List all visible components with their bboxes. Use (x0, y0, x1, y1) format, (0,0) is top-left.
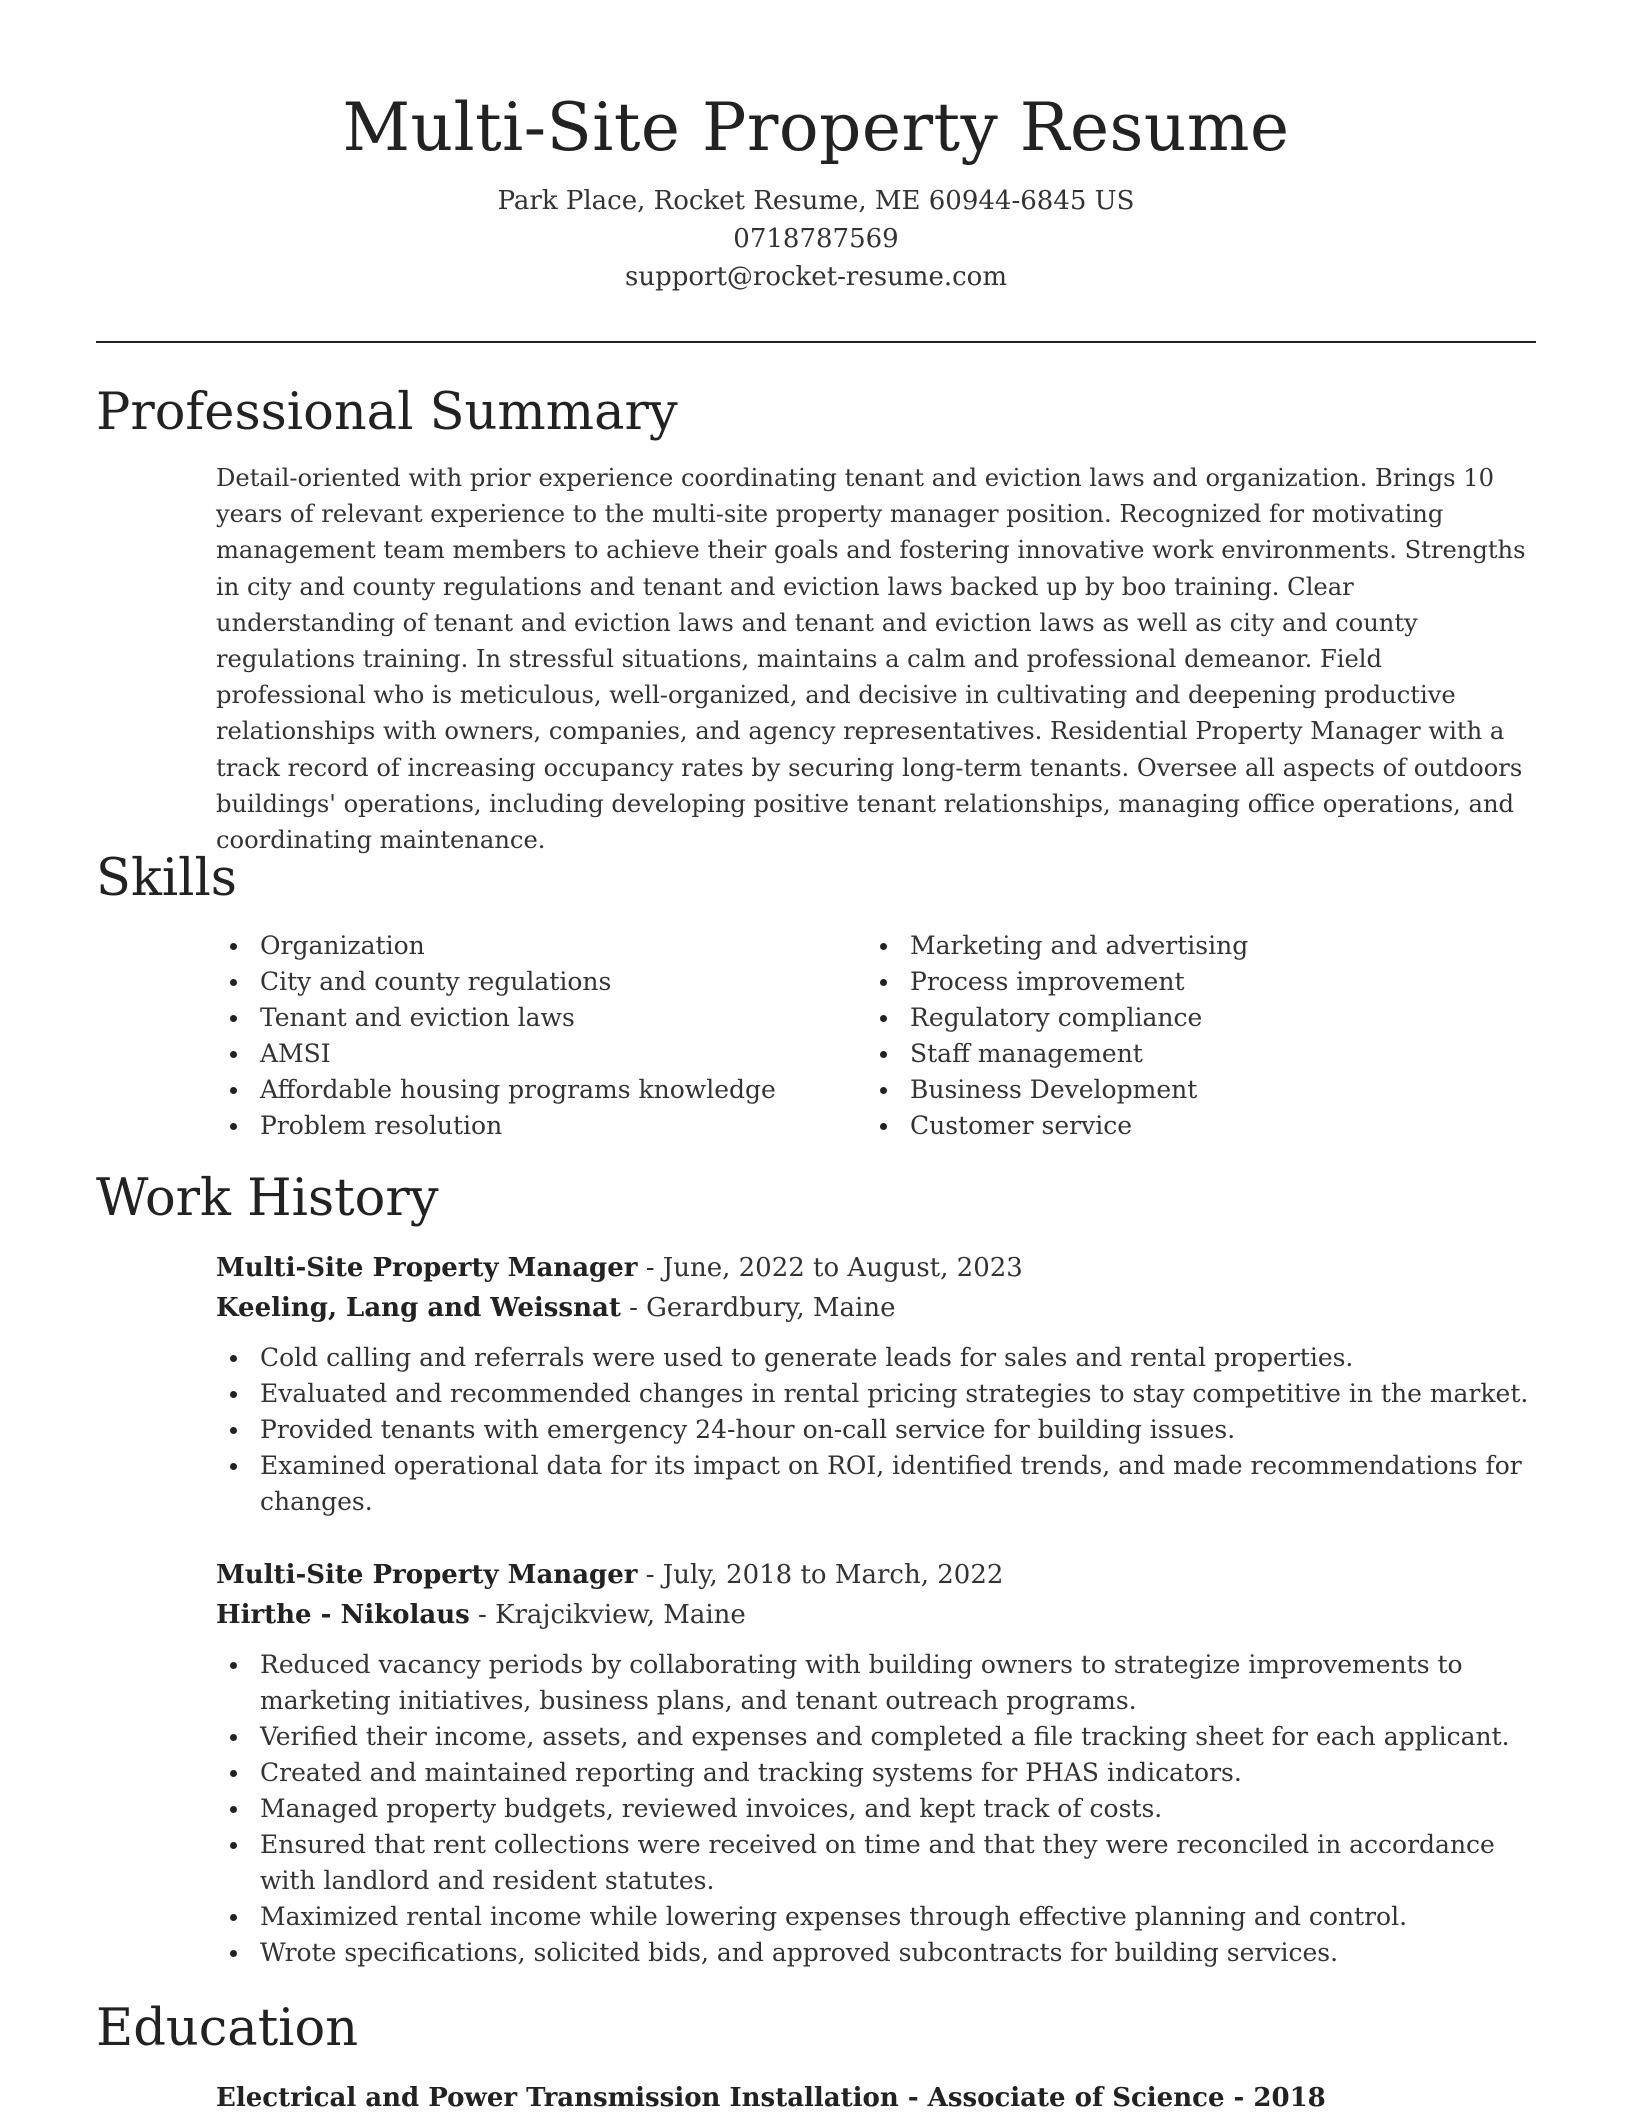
job-location: - Gerardbury, Maine (620, 1293, 896, 1323)
skill-item: Customer service (866, 1108, 1248, 1144)
job-bullet: Reduced vacancy periods by collaborating with building owners to strategize improvements to marketing initiatives, business plans, and tenant outreach programs. (216, 1647, 1536, 1719)
skill-item: Business Development (866, 1072, 1248, 1108)
job-bullet: Managed property budgets, reviewed invoices, and kept track of costs. (216, 1791, 1536, 1827)
contact-email: support@rocket-resume.com (624, 262, 1007, 292)
job-bullet: Provided tenants with emergency 24-hour on-call service for building issues. (216, 1412, 1536, 1448)
job-title-line (216, 1555, 1536, 1595)
job-dates: - June, 2022 to August, 2023 (637, 1253, 1023, 1283)
job-title: Multi-Site Property Manager (216, 1560, 638, 1590)
skill-item: Tenant and eviction laws (216, 1000, 776, 1036)
skill-item: Organization (216, 928, 776, 964)
section-title-skills: Skills (96, 849, 237, 908)
contact-address: Park Place, Rocket Resume, ME 60944-6845 US (497, 186, 1135, 216)
work-entry (216, 1555, 1536, 1971)
job-bullets (216, 1647, 1536, 1971)
header-divider (96, 341, 1536, 343)
skills-column-left (216, 928, 776, 1144)
job-company: Keeling, Lang and Weissnat (216, 1293, 621, 1323)
job-bullet: Examined operational data for its impact on ROI, identified trends, and made recommendations for changes. (216, 1448, 1536, 1520)
education-line: Electrical and Power Transmission Installation - Associate of Science - 2018 (216, 2083, 1326, 2112)
skill-item: Regulatory compliance (866, 1000, 1248, 1036)
job-bullet: Maximized rental income while lowering expenses through effective planning and control. (216, 1899, 1536, 1935)
job-company-line (216, 1288, 1536, 1328)
job-title: Multi-Site Property Manager (216, 1253, 638, 1283)
skill-item: Problem resolution (216, 1108, 776, 1144)
job-dates: - July, 2018 to March, 2022 (637, 1560, 1004, 1590)
section-title-education: Education (96, 1999, 359, 2058)
skill-item: Affordable housing programs knowledge (216, 1072, 776, 1108)
job-bullet: Wrote specifications, solicited bids, and approved subcontracts for building services. (216, 1935, 1536, 1971)
job-title-line (216, 1248, 1536, 1288)
job-company: Hirthe - Nikolaus (216, 1600, 470, 1630)
job-bullet: Created and maintained reporting and tracking systems for PHAS indicators. (216, 1755, 1536, 1791)
job-bullet: Verified their income, assets, and expenses and completed a file tracking sheet for each applicant. (216, 1719, 1536, 1755)
job-bullet: Evaluated and recommended changes in rental pricing strategies to stay competitive in the market. (216, 1376, 1536, 1412)
resume-name: Multi-Site Property Resume (342, 89, 1290, 166)
skill-item: Process improvement (866, 964, 1248, 1000)
job-bullets (216, 1340, 1536, 1520)
skill-item: Marketing and advertising (866, 928, 1248, 964)
job-company-line (216, 1595, 1536, 1635)
skill-item: City and county regulations (216, 964, 776, 1000)
job-bullet: Cold calling and referrals were used to generate leads for sales and rental properties. (216, 1340, 1536, 1376)
job-location: - Krajcikview, Maine (469, 1600, 746, 1630)
skills-column-right (866, 928, 1248, 1144)
education-entry (216, 2078, 1326, 2112)
skill-item: Staff management (866, 1036, 1248, 1072)
section-title-work: Work History (96, 1169, 439, 1228)
skill-item: AMSI (216, 1036, 776, 1072)
job-bullet: Ensured that rent collections were received on time and that they were reconciled in accordance with landlord and resident statutes. (216, 1827, 1536, 1899)
section-title-summary: Professional Summary (96, 383, 678, 442)
contact-info (96, 182, 1536, 296)
work-entry (216, 1248, 1536, 1520)
resume-header (96, 84, 1536, 296)
contact-phone: 0718787569 (733, 224, 899, 254)
summary-text: Detail-oriented with prior experience coordinating tenant and eviction laws and organization. Brings 10 years of relevant experience to the multi-site property manager position. Recognized for motivating management team members to achieve their goals and fostering innovative work environments. Strengths in city and county regulations and tenant and eviction laws backed up by boo training. Clear understanding of tenant and eviction laws and tenant and eviction laws as well as city and county regulations training. In stressful situations, maintains a calm and professional demeanor. Field professional who is meticulous, well-organized, and decisive in cultivating and deepening productive relationships with owners, companies, and agency representatives. Residential Property Manager with a track record of increasing occupancy rates by securing long-term tenants. Oversee all aspects of outdoors buildings' operations, including developing positive tenant relationships, managing office operations, and coordinating maintenance. (216, 464, 1526, 855)
